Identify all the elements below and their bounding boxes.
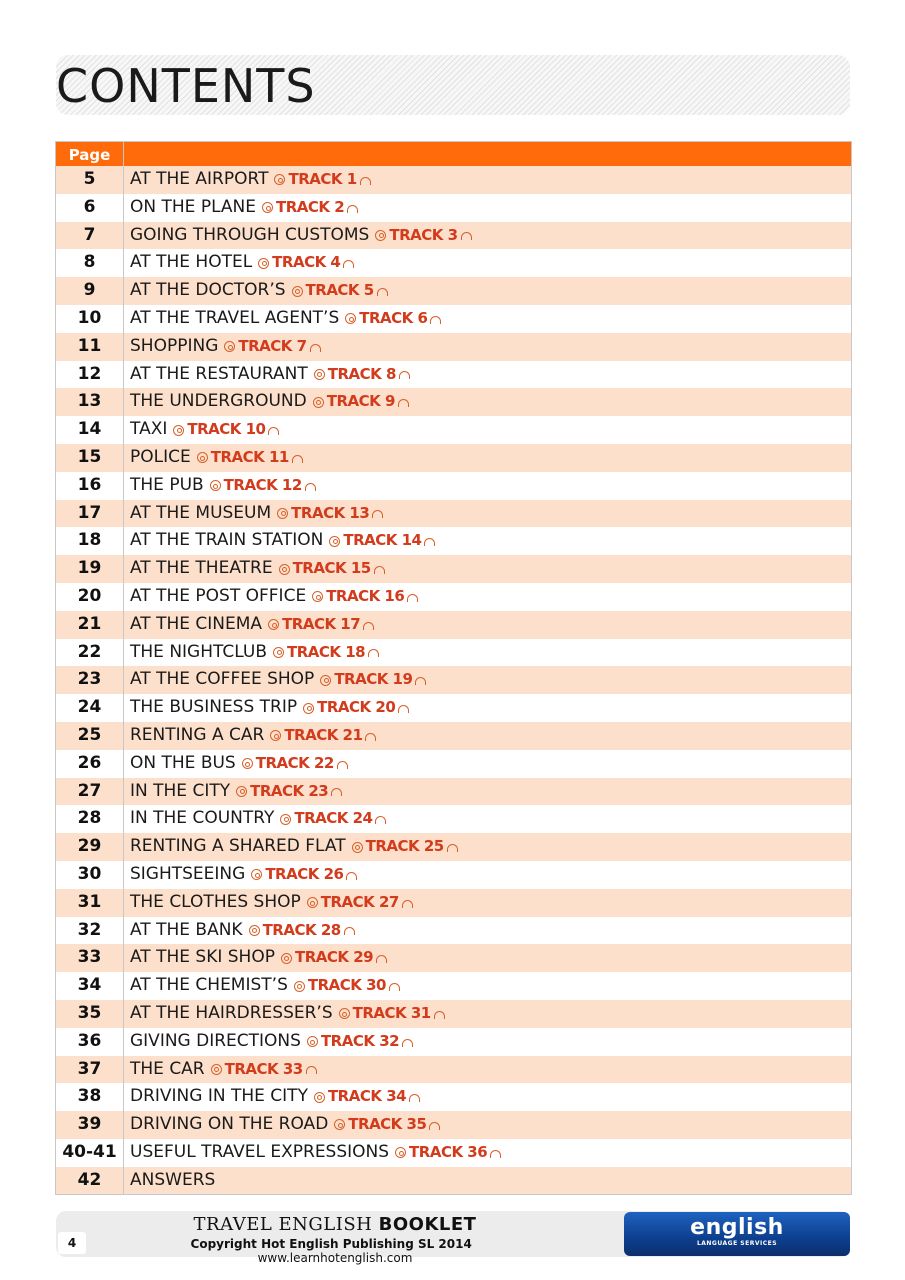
row-page-number: 33 (56, 944, 124, 972)
logo-subtitle: LANGUAGE SERVICES (696, 1240, 778, 1247)
cd-icon (262, 202, 273, 213)
row-entry (124, 277, 388, 305)
row-entry-title: AT THE RESTAURANT (130, 363, 308, 384)
cd-icon (281, 953, 292, 964)
headphones-icon (447, 844, 458, 852)
row-entry-title: AT THE SKI SHOP (130, 947, 275, 968)
cd-icon (249, 925, 260, 936)
track-label[interactable]: TRACK 1 (288, 170, 357, 188)
row-page-number: 27 (56, 778, 124, 806)
cd-icon (197, 452, 208, 463)
table-row[interactable] (56, 805, 851, 833)
copyright-text: Copyright Hot English Publishing SL 2014 (190, 1237, 472, 1251)
row-entry-title: THE BUSINESS TRIP (130, 697, 298, 718)
row-entry (124, 1167, 215, 1195)
cd-icon (173, 425, 184, 436)
booklet-title-regular: TRAVEL ENGLISH (193, 1214, 373, 1235)
row-entry (124, 778, 342, 806)
row-page-number: 22 (56, 639, 124, 667)
track-label[interactable]: TRACK 29 (294, 948, 374, 967)
learn-hot-english-logo (624, 1212, 850, 1256)
track-label[interactable]: TRACK 6 (359, 308, 428, 327)
track-label[interactable]: TRACK 28 (262, 920, 341, 939)
table-row[interactable] (56, 944, 851, 972)
row-entry (124, 861, 357, 889)
row-page-number: 5 (56, 166, 124, 194)
track-label[interactable]: TRACK 2 (276, 197, 345, 216)
track-label[interactable]: TRACK 16 (326, 586, 405, 605)
row-entry-title: AT THE COFFEE SHOP (130, 669, 315, 690)
row-entry (124, 333, 321, 361)
track-label[interactable]: TRACK 26 (265, 864, 344, 883)
row-entry (124, 639, 379, 667)
row-page-number: 16 (56, 472, 124, 500)
headphones-icon (398, 399, 409, 407)
row-entry-title: GOING THROUGH CUSTOMS (130, 224, 370, 245)
headphones-icon (434, 1011, 445, 1019)
row-entry (124, 1111, 440, 1139)
cd-icon (211, 1064, 222, 1075)
row-page-number: 14 (56, 416, 124, 444)
cd-icon (329, 536, 340, 547)
headphones-icon (402, 1039, 413, 1047)
headphones-icon (409, 1094, 420, 1102)
row-entry (124, 750, 348, 778)
row-entry-title: AT THE TRAIN STATION (130, 530, 324, 551)
table-row[interactable] (56, 555, 851, 583)
track-label[interactable]: TRACK 8 (327, 364, 396, 383)
track-label[interactable]: TRACK 23 (250, 781, 329, 800)
row-entry (124, 194, 358, 222)
row-page-number: 34 (56, 972, 124, 1000)
cd-icon (352, 842, 363, 853)
cd-icon (292, 286, 303, 297)
headphones-icon (375, 816, 386, 824)
contents-table (55, 141, 852, 1195)
row-entry (124, 305, 441, 333)
table-row[interactable] (56, 889, 851, 917)
headphones-icon (346, 872, 357, 880)
headphones-icon (424, 538, 435, 546)
track-label[interactable]: TRACK 19 (334, 670, 413, 689)
track-label[interactable]: TRACK 5 (305, 281, 374, 300)
cd-icon (303, 703, 314, 714)
track-label[interactable]: TRACK 14 (343, 531, 422, 550)
row-page-number: 12 (56, 361, 124, 389)
headphones-icon (402, 900, 413, 908)
row-entry-title: AT THE THEATRE (130, 558, 273, 579)
table-row[interactable] (56, 1139, 851, 1167)
cd-icon (210, 480, 221, 491)
table-row[interactable] (56, 972, 851, 1000)
row-entry-title: THE UNDERGROUND (130, 391, 307, 412)
row-page-number: 18 (56, 527, 124, 555)
headphones-icon (407, 594, 418, 602)
row-page-number: 26 (56, 750, 124, 778)
headphones-icon (374, 566, 385, 574)
row-entry-title: AT THE HAIRDRESSER’S (130, 1002, 333, 1023)
cd-icon (395, 1147, 406, 1158)
row-page-number: 30 (56, 861, 124, 889)
row-entry-title: ON THE PLANE (130, 196, 257, 217)
headphones-icon (331, 788, 342, 796)
table-row[interactable] (56, 611, 851, 639)
cd-icon (334, 1119, 345, 1130)
headphones-icon (490, 1150, 501, 1158)
row-entry (124, 694, 409, 722)
row-page-number: 23 (56, 666, 124, 694)
table-row[interactable] (56, 305, 851, 333)
row-entry (124, 527, 435, 555)
row-entry (124, 416, 279, 444)
row-page-number: 35 (56, 1000, 124, 1028)
row-entry-title: AT THE CHEMIST’S (130, 975, 288, 996)
row-entry-title: AT THE POST OFFICE (130, 585, 307, 606)
track-label[interactable]: TRACK 34 (327, 1087, 407, 1106)
row-entry (124, 555, 385, 583)
row-page-number: 10 (56, 305, 124, 333)
row-entry-title: AT THE DOCTOR’S (130, 280, 286, 301)
headphones-icon (360, 177, 371, 185)
cd-icon (312, 591, 323, 602)
cd-icon (236, 786, 247, 797)
table-row[interactable] (56, 361, 851, 389)
headphones-icon (377, 288, 388, 296)
row-page-number: 17 (56, 500, 124, 528)
headphones-icon (306, 1066, 317, 1074)
track-label[interactable]: TRACK 3 (389, 225, 458, 244)
table-row[interactable] (56, 472, 851, 500)
row-entry-title: RENTING A CAR (130, 724, 265, 745)
headphones-icon (461, 232, 472, 240)
track-label[interactable]: TRACK 24 (294, 809, 373, 828)
row-entry (124, 166, 371, 194)
row-page-number: 20 (56, 583, 124, 611)
track-label[interactable]: TRACK 13 (291, 503, 370, 522)
row-entry-title: ON THE BUS (130, 752, 236, 773)
table-row[interactable] (56, 694, 851, 722)
cd-icon (279, 564, 290, 575)
row-page-number: 11 (56, 333, 124, 361)
table-row[interactable] (56, 416, 851, 444)
page-number: 4 (58, 1232, 86, 1254)
row-entry-title: AT THE HOTEL (130, 252, 253, 273)
row-entry (124, 666, 426, 694)
cd-icon (314, 369, 325, 380)
row-page-number: 8 (56, 249, 124, 277)
row-page-number: 13 (56, 388, 124, 416)
cd-icon (258, 258, 269, 269)
row-entry (124, 1139, 501, 1167)
row-entry (124, 249, 354, 277)
row-entry (124, 1028, 413, 1056)
cd-icon (224, 341, 235, 352)
headphones-icon (365, 733, 376, 741)
cd-icon (314, 1092, 325, 1103)
headphones-icon (368, 649, 379, 657)
headphones-icon (389, 983, 400, 991)
row-entry (124, 583, 418, 611)
table-row[interactable] (56, 388, 851, 416)
table-header (56, 142, 851, 166)
track-label[interactable]: TRACK 20 (317, 698, 396, 717)
track-label[interactable]: TRACK 21 (284, 725, 363, 744)
row-entry-title: IN THE COUNTRY (130, 808, 275, 829)
row-entry (124, 972, 400, 1000)
row-entry-title: THE PUB (130, 474, 204, 495)
row-page-number: 28 (56, 805, 124, 833)
track-label[interactable]: TRACK 35 (348, 1115, 427, 1134)
table-row[interactable] (56, 1028, 851, 1056)
row-entry (124, 472, 316, 500)
track-label[interactable]: TRACK 32 (320, 1031, 400, 1050)
row-page-number: 39 (56, 1111, 124, 1139)
row-entry-title: AT THE MUSEUM (130, 502, 272, 523)
headphones-icon (398, 705, 409, 713)
table-row[interactable] (56, 917, 851, 945)
row-entry-title: AT THE BANK (130, 919, 243, 940)
headphones-icon (268, 427, 279, 435)
row-page-number: 42 (56, 1167, 124, 1195)
table-row[interactable] (56, 639, 851, 667)
table-row[interactable] (56, 833, 851, 861)
row-entry (124, 388, 409, 416)
table-row[interactable] (56, 1083, 851, 1111)
row-entry-title: RENTING A SHARED FLAT (130, 836, 346, 857)
cd-icon (375, 230, 386, 241)
row-entry-title: POLICE (130, 446, 191, 467)
cd-icon (268, 619, 279, 630)
row-entry-title: DRIVING IN THE CITY (130, 1086, 308, 1107)
booklet-title (120, 1214, 550, 1235)
track-label[interactable]: TRACK 7 (238, 336, 307, 355)
row-entry (124, 611, 374, 639)
track-label[interactable]: TRACK 18 (287, 642, 366, 661)
cd-icon (274, 174, 285, 185)
headphones-icon (376, 955, 387, 963)
logo-wordmark: english (690, 1215, 784, 1240)
row-page-number: 37 (56, 1056, 124, 1084)
row-entry-title: GIVING DIRECTIONS (130, 1030, 301, 1051)
row-entry-title: AT THE TRAVEL AGENT’S (130, 307, 340, 328)
row-entry-title: ANSWERS (130, 1169, 216, 1190)
row-entry-title: SIGHTSEEING (130, 863, 246, 884)
row-page-number: 21 (56, 611, 124, 639)
cd-icon (242, 758, 253, 769)
row-entry-title: SHOPPING (130, 335, 219, 356)
row-entry (124, 444, 303, 472)
table-row[interactable] (56, 722, 851, 750)
row-page-number: 38 (56, 1083, 124, 1111)
table-row[interactable] (56, 249, 851, 277)
track-label[interactable]: TRACK 30 (307, 976, 386, 995)
row-page-number: 9 (56, 277, 124, 305)
table-row[interactable] (56, 861, 851, 889)
table-row[interactable] (56, 1056, 851, 1084)
row-entry (124, 805, 386, 833)
headphones-icon (363, 622, 374, 630)
table-row[interactable] (56, 527, 851, 555)
row-entry-title: IN THE CITY (130, 780, 231, 801)
table-row[interactable] (56, 1111, 851, 1139)
table-row[interactable] (56, 750, 851, 778)
cd-icon (277, 508, 288, 519)
table-row[interactable] (56, 194, 851, 222)
row-page-number: 7 (56, 222, 124, 250)
table-row[interactable] (56, 277, 851, 305)
row-page-number: 25 (56, 722, 124, 750)
page-column-header: Page (56, 142, 124, 166)
table-row[interactable] (56, 500, 851, 528)
row-entry (124, 500, 383, 528)
table-row[interactable] (56, 1167, 851, 1195)
cd-icon (345, 313, 356, 324)
copyright-line (120, 1237, 550, 1265)
headphones-icon (372, 510, 383, 518)
headphones-icon (344, 927, 355, 935)
page-title: CONTENTS (56, 59, 316, 113)
table-row[interactable] (56, 1000, 851, 1028)
row-entry (124, 944, 387, 972)
track-label[interactable]: TRACK 9 (326, 392, 395, 411)
row-page-number: 32 (56, 917, 124, 945)
row-entry (124, 833, 458, 861)
track-label[interactable]: TRACK 33 (224, 1059, 303, 1078)
track-label[interactable]: TRACK 25 (365, 837, 444, 856)
row-page-number: 31 (56, 889, 124, 917)
headphones-icon (430, 316, 441, 324)
row-entry-title: TAXI (130, 419, 168, 440)
row-entry (124, 361, 410, 389)
table-row[interactable] (56, 778, 851, 806)
table-row[interactable] (56, 583, 851, 611)
row-page-number: 36 (56, 1028, 124, 1056)
cd-icon (320, 675, 331, 686)
row-entry-title: AT THE AIRPORT (130, 169, 269, 189)
headphones-icon (347, 205, 358, 213)
row-entry-title: DRIVING ON THE ROAD (130, 1114, 329, 1135)
row-entry (124, 722, 376, 750)
website-link[interactable]: www.learnhotenglish.com (257, 1251, 413, 1265)
row-entry-title: THE CLOTHES SHOP (130, 891, 301, 912)
table-row[interactable] (56, 444, 851, 472)
track-label[interactable]: TRACK 12 (223, 475, 302, 494)
row-entry (124, 1083, 420, 1111)
headphones-icon (415, 677, 426, 685)
headphones-icon (399, 371, 410, 379)
row-page-number: 15 (56, 444, 124, 472)
headphones-icon (429, 1122, 440, 1130)
cd-icon (294, 981, 305, 992)
cd-icon (251, 869, 262, 880)
table-row[interactable] (56, 666, 851, 694)
headphones-icon (343, 260, 354, 268)
row-entry-title: USEFUL TRAVEL EXPRESSIONS (130, 1141, 390, 1162)
row-page-number: 24 (56, 694, 124, 722)
cd-icon (273, 647, 284, 658)
row-page-number: 29 (56, 833, 124, 861)
table-row[interactable] (56, 166, 851, 194)
row-entry-title: THE CAR (130, 1058, 205, 1079)
cd-icon (313, 397, 324, 408)
row-entry (124, 222, 472, 250)
cd-icon (307, 1036, 318, 1047)
cd-icon (280, 814, 291, 825)
track-label[interactable]: TRACK 15 (292, 559, 371, 578)
row-page-number: 40-41 (56, 1139, 124, 1167)
row-page-number: 19 (56, 555, 124, 583)
row-entry-title: THE NIGHTCLUB (130, 641, 267, 662)
table-row[interactable] (56, 333, 851, 361)
cd-icon (307, 897, 318, 908)
track-label[interactable]: TRACK 10 (187, 420, 266, 439)
table-row[interactable] (56, 222, 851, 250)
row-entry (124, 889, 413, 917)
track-label[interactable]: TRACK 4 (272, 253, 341, 272)
cd-icon (339, 1008, 350, 1019)
headphones-icon (310, 344, 321, 352)
track-label[interactable]: TRACK 31 (352, 1003, 431, 1022)
headphones-icon (337, 761, 348, 769)
headphones-icon (305, 483, 316, 491)
row-entry (124, 1000, 445, 1028)
track-label[interactable]: TRACK 36 (409, 1142, 488, 1161)
headphones-icon (292, 455, 303, 463)
row-page-number: 6 (56, 194, 124, 222)
track-label[interactable]: TRACK 22 (255, 753, 334, 772)
track-label[interactable]: TRACK 27 (320, 892, 399, 911)
track-label[interactable]: TRACK 11 (210, 447, 289, 466)
booklet-title-bold: BOOKLET (378, 1214, 477, 1235)
track-label[interactable]: TRACK 17 (282, 614, 361, 633)
row-entry-title: AT THE CINEMA (130, 613, 263, 634)
row-entry (124, 1056, 317, 1084)
row-entry (124, 917, 355, 945)
cd-icon (270, 730, 281, 741)
